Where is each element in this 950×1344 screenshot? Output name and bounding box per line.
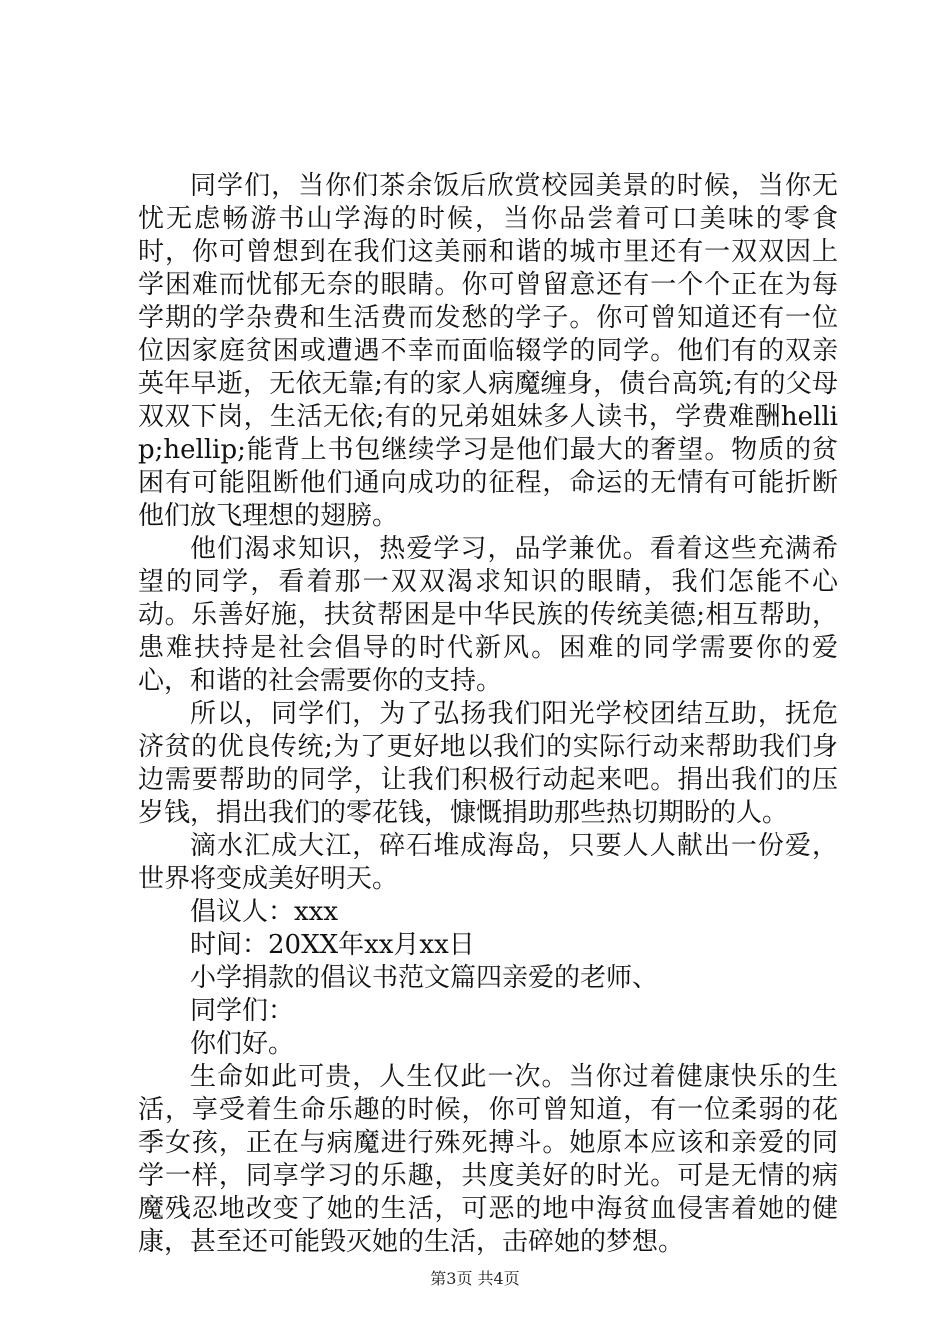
salutation-line: 同学们： — [190, 996, 295, 1026]
paragraph-3: 所以，同学们，为了弘扬我们阳光学校团结互助，抚危济贫的优良传统;为了更好地以我们的实际行动来帮助我们身边需要帮助的同学，让我们积极行动起来吧。捐出我们的压岁钱，捐出我们的零花钱，慷慨捐助那些热切期盼的人。 — [138, 699, 838, 828]
section-heading: 小学捐款的倡议书范文篇四亲爱的老师、 — [190, 963, 659, 993]
proposer-line: 倡议人：xxx — [190, 897, 338, 927]
greeting-line: 你们好。 — [190, 1029, 295, 1059]
paragraph-5: 生命如此可贵，人生仅此一次。当你过着健康快乐的生活，享受着生命乐趣的时候，你可曾知道，有一位柔弱的花季女孩，正在与病魔进行殊死搏斗。她原本应该和亲爱的同学一样，同享学习的乐趣，共度美好的时光。可是无情的病魔残忍地改变了她的生活，可恶的地中海贫血侵害着她的健康，甚至还可能毁灭她的生活，击碎她的梦想。 — [138, 1062, 838, 1257]
page-number-label: 第3页 共4页 — [430, 1269, 520, 1288]
paragraph-4: 滴水汇成大江，碎石堆成海岛，只要人人献出一份爱，世界将变成美好明天。 — [138, 831, 838, 894]
paragraph-2: 他们渴求知识，热爱学习，品学兼优。看着这些充满希望的同学，看着那一双双渴求知识的眼睛，我们怎能不心动。乐善好施，扶贫帮困是中华民族的传统美德;相互帮助，患难扶持是社会倡导的时代新风。困难的同学需要你的爱心，和谐的社会需要你的支持。 — [138, 534, 838, 696]
paragraph-1: 同学们，当你们茶余饭后欣赏校园美景的时候，当你无忧无虑畅游书山学海的时候，当你品尝着可口美味的零食时，你可曾想到在我们这美丽和谐的城市里还有一双双因上学困难而忧郁无奈的眼睛。你可曾留意还有一个个正在为每学期的学杂费和生活费而发愁的学子。你可曾知道还有一位位因家庭贫困或遭遇不幸而面临辍学的同学。他们有的双亲英年早逝，无依无靠;有的家人病魔缠身，债台高筑;有的父母双双下岗，生活无依;有的兄弟姐妹多人读书，学费难酬hellip;hellip;能背上书包继续学习是他们最大的奢望。物质的贫困有可能阻断他们通向成功的征程，命运的无情有可能折断他们放飞理想的翅膀。 — [138, 171, 838, 531]
date-line: 时间：20XX年xx月xx日 — [190, 930, 475, 960]
page-footer — [0, 1266, 950, 1289]
document-body — [138, 170, 838, 1259]
